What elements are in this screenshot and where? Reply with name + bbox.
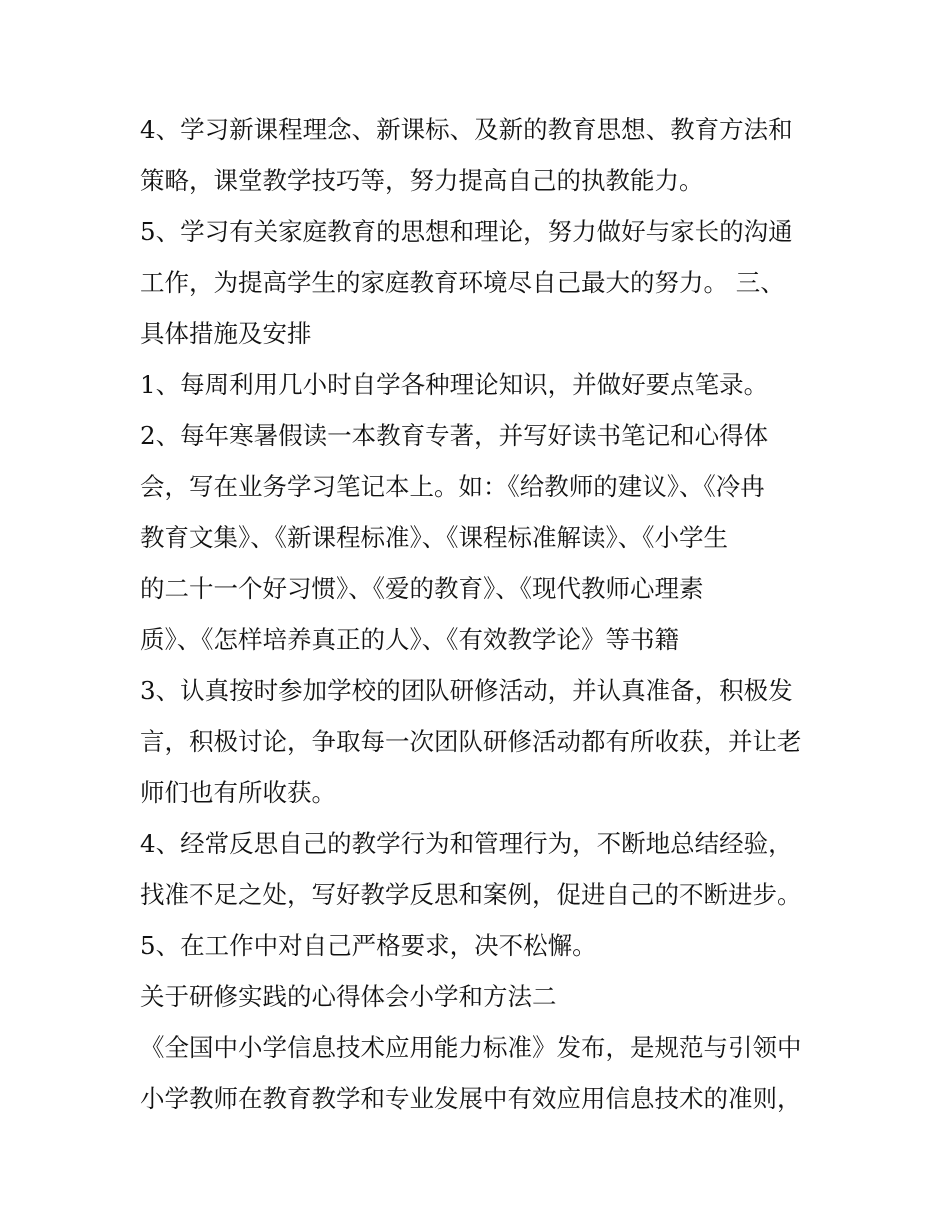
text-line: 的二十一个好习惯》、《爱的教育》、《现代教师心理素 — [140, 574, 704, 603]
text-line: 2、每年寒暑假读一本教育专著，并写好读书笔记和心得体 — [140, 421, 769, 450]
text-line: 1、每周利用几小时自学各种理论知识，并做好要点笔录。 — [140, 370, 769, 399]
text-line: 5、在工作中对自己严格要求，决不松懈。 — [140, 931, 597, 960]
text-line: 工作，为提高学生的家庭教育环境尽自己最大的努力。 三、 — [140, 268, 785, 297]
text-line: 《全国中小学信息技术应用能力标准》发布，是规范与引领中 — [140, 1033, 802, 1062]
text-line: 教育文集》、《新课程标准》、《课程标准解读》、《小学生 — [140, 523, 728, 552]
text-line: 找准不足之处，写好教学反思和案例，促进自己的不断进步。 — [140, 880, 802, 909]
text-line: 策略，课堂教学技巧等，努力提高自己的执教能力。 — [140, 166, 704, 195]
text-line: 具体措施及安排 — [140, 319, 312, 348]
section-heading: 关于研修实践的心得体会小学和方法二 — [140, 982, 557, 1011]
text-line: 4、经常反思自己的教学行为和管理行为，不断地总结经验， — [140, 829, 793, 858]
text-line: 5、学习有关家庭教育的思想和理论，努力做好与家长的沟通 — [140, 217, 793, 246]
text-line: 4、学习新课程理念、新课标、及新的教育思想、教育方法和 — [140, 115, 793, 144]
text-line: 3、认真按时参加学校的团队研修活动，并认真准备，积极发 — [140, 676, 793, 705]
text-line: 师们也有所收获。 — [140, 778, 336, 807]
text-line: 言，积极讨论，争取每一次团队研修活动都有所收获，并让老 — [140, 727, 802, 756]
text-line: 质》、《怎样培养真正的人》、《有效教学论》等书籍 — [140, 625, 679, 654]
text-line: 会，写在业务学习笔记本上。如：《给教师的建议》、《冷冉 — [140, 472, 765, 501]
text-line: 小学教师在教育教学和专业发展中有效应用信息技术的准则， — [140, 1084, 802, 1113]
